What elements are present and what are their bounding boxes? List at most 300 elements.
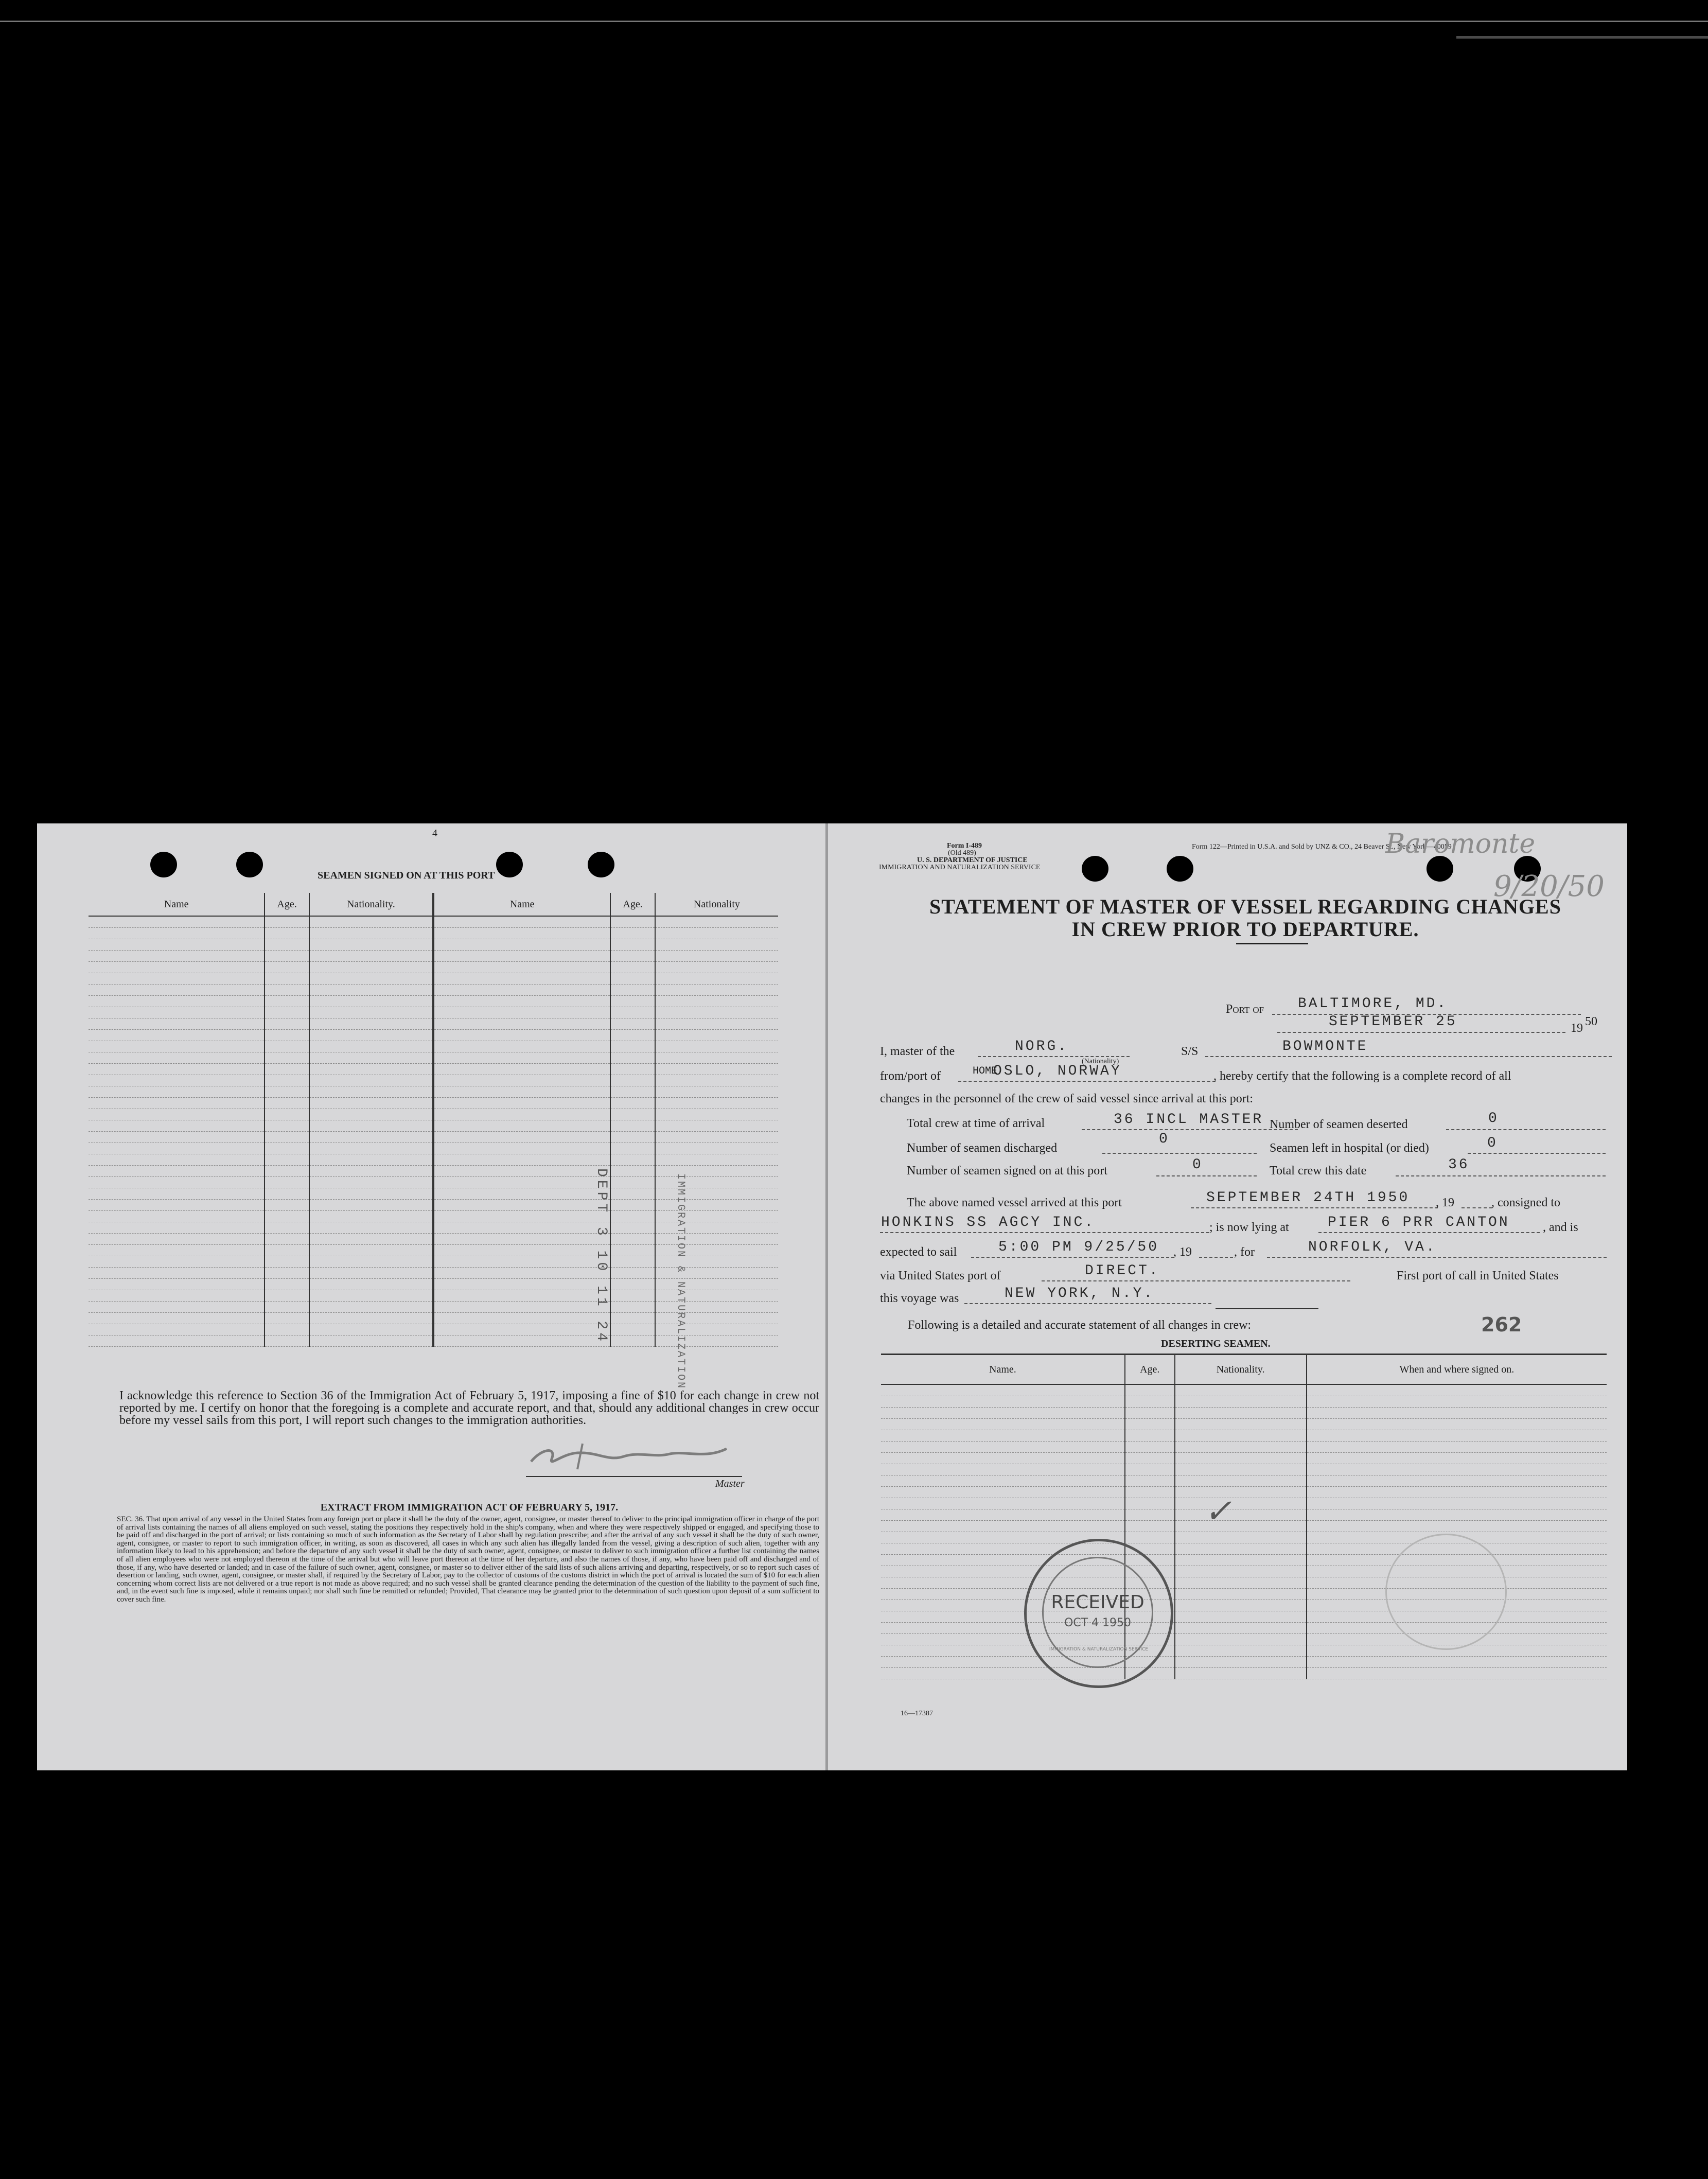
- table-cell: [89, 962, 265, 973]
- table-cell: [309, 1154, 433, 1166]
- table-row: [89, 1143, 778, 1154]
- table-row: [89, 939, 778, 951]
- table-cell: [655, 996, 778, 1007]
- arrived-label: The above named vessel arrived at this port: [907, 1196, 1122, 1209]
- expected-dotted-line: [971, 1257, 1174, 1258]
- table-cell: [89, 1177, 265, 1188]
- table-cell: [610, 1132, 655, 1143]
- table-cell: [309, 1143, 433, 1154]
- table-cell: [265, 928, 309, 939]
- table-cell: [89, 1018, 265, 1030]
- table-cell: [309, 1041, 433, 1052]
- table-cell: [655, 985, 778, 996]
- table-cell: [610, 1290, 655, 1302]
- table-row: [881, 1442, 1607, 1453]
- table-cell: [265, 1256, 309, 1268]
- col-nationality-2: Nationality: [655, 893, 778, 916]
- table-cell: [433, 1268, 610, 1279]
- acknowledgment-paragraph: I acknowledge this reference to Section 36 of the Immigration Act of February 5, 1917, imposing a fine of $10 for each change in crew not reported by me. I certify on honor that the foregoing is a complete and accurate report, and that, should any additional changes in crew occur before my vessel sails from this port, I will report such changes to the immigration authorities.: [119, 1389, 819, 1427]
- table-cell: [655, 1324, 778, 1335]
- table-cell: [433, 1132, 610, 1143]
- table-cell: [1175, 1487, 1307, 1498]
- table-cell: [1125, 1430, 1175, 1442]
- deserting-seamen-rows: [881, 1384, 1607, 1679]
- table-cell: [309, 1302, 433, 1313]
- department: U. S. DEPARTMENT OF JUSTICE: [917, 856, 1028, 864]
- number-262: 262: [1481, 1313, 1522, 1336]
- voyage-label: this voyage was: [880, 1292, 959, 1305]
- table-cell: [265, 1007, 309, 1018]
- table-cell: [309, 1018, 433, 1030]
- table-cell: [1307, 1521, 1607, 1532]
- for-value: NORFOLK, VA.: [1308, 1239, 1437, 1255]
- punch-hole-icon: [150, 852, 177, 877]
- table-cell: [1175, 1509, 1307, 1521]
- table-cell: [655, 1245, 778, 1256]
- table-row: [881, 1419, 1607, 1430]
- table-cell: [1307, 1657, 1607, 1668]
- table-cell: [89, 916, 265, 928]
- col-deserting-name: Name.: [881, 1355, 1125, 1385]
- expected-label: expected to sail: [880, 1245, 957, 1259]
- table-cell: [265, 1177, 309, 1188]
- table-cell: [655, 1109, 778, 1120]
- table-cell: [89, 1007, 265, 1018]
- for-label: , for: [1234, 1245, 1255, 1259]
- table-cell: [265, 1154, 309, 1166]
- table-cell: [309, 1211, 433, 1222]
- for-dotted-line: [1267, 1257, 1607, 1258]
- table-row: [881, 1623, 1607, 1634]
- table-cell: [309, 1075, 433, 1086]
- lying-dotted-line: [1318, 1232, 1540, 1233]
- table-cell: [610, 951, 655, 962]
- table-cell: [1125, 1408, 1175, 1419]
- table-cell: [309, 985, 433, 996]
- table-cell: [610, 1222, 655, 1234]
- col-nationality-1: Nationality.: [309, 893, 433, 916]
- date-value: SEPTEMBER 25: [1329, 1014, 1457, 1030]
- table-row: [89, 962, 778, 973]
- table-cell: [433, 1324, 610, 1335]
- table-row: [881, 1464, 1607, 1475]
- deserting-title: DESERTING SEAMEN.: [1161, 1338, 1271, 1349]
- from-port-value: OSLO, NORWAY: [993, 1063, 1122, 1079]
- table-row: [881, 1634, 1607, 1645]
- table-cell: [1307, 1430, 1607, 1442]
- table-cell: [265, 996, 309, 1007]
- table-cell: [1175, 1634, 1307, 1645]
- table-cell: [309, 1335, 433, 1347]
- table-cell: [610, 996, 655, 1007]
- table-cell: [610, 1109, 655, 1120]
- table-cell: [309, 1268, 433, 1279]
- total-crew-arrival-label: Total crew at time of arrival: [907, 1117, 1045, 1130]
- table-cell: [610, 1086, 655, 1098]
- table-cell: [610, 1154, 655, 1166]
- table-row: [89, 1086, 778, 1098]
- deserted-label: Number of seamen deserted: [1270, 1118, 1408, 1131]
- table-cell: [309, 1052, 433, 1064]
- lying-label: ; is now lying at: [1209, 1221, 1289, 1234]
- table-row: [881, 1475, 1607, 1487]
- table-cell: [433, 1098, 610, 1109]
- expected-value: 5:00 PM 9/25/50: [998, 1239, 1159, 1255]
- table-cell: [1125, 1532, 1175, 1543]
- table-cell: [265, 973, 309, 985]
- table-cell: [655, 916, 778, 928]
- table-cell: [610, 1245, 655, 1256]
- table-cell: [433, 951, 610, 962]
- received-stamp: [1024, 1539, 1173, 1688]
- table-cell: [881, 1464, 1125, 1475]
- table-cell: [265, 1234, 309, 1245]
- table-row: [89, 1120, 778, 1132]
- table-cell: [1175, 1566, 1307, 1577]
- table-cell: [655, 1086, 778, 1098]
- vessel-dotted-line: [1205, 1056, 1612, 1057]
- table-cell: [610, 928, 655, 939]
- table-cell: [655, 1200, 778, 1211]
- table-cell: [655, 1234, 778, 1245]
- table-row: [881, 1408, 1607, 1419]
- table-cell: [265, 1166, 309, 1177]
- table-cell: [433, 962, 610, 973]
- table-cell: [433, 1086, 610, 1098]
- table-cell: [1175, 1442, 1307, 1453]
- table-row: [881, 1453, 1607, 1464]
- table-cell: [655, 1177, 778, 1188]
- table-cell: [1125, 1464, 1175, 1475]
- table-row: [881, 1657, 1607, 1668]
- table-cell: [610, 1256, 655, 1268]
- table-cell: [610, 1268, 655, 1279]
- table-cell: [610, 1166, 655, 1177]
- table-cell: [433, 928, 610, 939]
- table-cell: [610, 1075, 655, 1086]
- table-cell: [89, 1211, 265, 1222]
- table-cell: [309, 1324, 433, 1335]
- table-cell: [655, 939, 778, 951]
- extract-text: SEC. 36. That upon arrival of any vessel in the United States from any foreign port or place it shall be the duty of the owner, agent, consignee, or master thereof to deliver to the principal immigration officer in charge of the port of arrival lists containing the names of all aliens employed on such vessel, stating the positions they respectively hold in the ship's company, when and where they were respectively shipped or engaged, and specifying those to be paid off and discharged in the port of arrival; or lists containing so much of such information as the Secretary of Labor shall by regulation prescribe; and after the arrival of any such vessel it shall be the duty of such owner, agent, consignee, or master to report to such immigration officer, in writing, as soon as discovered, all cases in which any such alien has illegally landed from the vessel, giving a description of such alien, together with any information likely to lead to his apprehension; and before the departure of any such vessel it shall be the duty of such owner, agent, consignee, or master to deliver to such immigration officer a further list containing the names of all alien employees who were not employed thereon at the time of the arrival but who will leave port thereon at the time of her departure, and also the names of those, if any, who have been paid off and discharged and of those, if any, who have deserted or landed; and in case of the failure of such owner, agent, consignee, or master so to deliver either of the said lists of such aliens arriving and departing, respectively, or so to report such cases of desertion or landing, such owner, agent, consignee, or master shall, if required by the Secretary of Labor, pay to the collector of customs of the customs district in which the port of arrival is located the sum of $10 for each alien concerning whom correct lists are not delivered or a true report is not made as above required; and no such vessel shall be granted clearance pending the determination of the question of the liability to the payment of such fine, and, in the event such fine is imposed, while it remains unpaid; nor shall such fine be remitted or refunded; Provided, That clearance may be granted prior to the determination of such question upon deposit of a sum sufficient to cover such fine.: [117, 1515, 819, 1604]
- table-cell: [89, 1324, 265, 1335]
- table-cell: [655, 1279, 778, 1290]
- table-cell: [265, 1335, 309, 1347]
- table-cell: [89, 1109, 265, 1120]
- form-footer: 16—17387: [901, 1710, 933, 1717]
- title-rule: [1236, 943, 1308, 944]
- table-cell: [433, 1335, 610, 1347]
- table-cell: [433, 1313, 610, 1324]
- table-cell: [309, 1313, 433, 1324]
- table-cell: [89, 1132, 265, 1143]
- table-cell: [309, 928, 433, 939]
- table-cell: [1307, 1668, 1607, 1679]
- film-edge-line: [0, 21, 1708, 22]
- punch-hole-icon: [496, 852, 523, 877]
- table-cell: [265, 1211, 309, 1222]
- table-cell: [1307, 1442, 1607, 1453]
- table-cell: [433, 1211, 610, 1222]
- table-cell: [433, 1290, 610, 1302]
- hospital-dotted-line: [1468, 1153, 1606, 1154]
- table-cell: [265, 1302, 309, 1313]
- discharged-label: Number of seamen discharged: [907, 1141, 1058, 1155]
- table-cell: [265, 1064, 309, 1075]
- table-cell: [610, 1200, 655, 1211]
- table-row: [89, 1109, 778, 1120]
- table-cell: [1175, 1453, 1307, 1464]
- table-row: [89, 985, 778, 996]
- table-cell: [1125, 1475, 1175, 1487]
- table-cell: [1175, 1419, 1307, 1430]
- table-row: [881, 1498, 1607, 1509]
- table-cell: [265, 1222, 309, 1234]
- table-cell: [1175, 1645, 1307, 1657]
- table-cell: [881, 1430, 1125, 1442]
- table-row: [881, 1487, 1607, 1498]
- table-row: [881, 1668, 1607, 1679]
- col-age-2: Age.: [610, 893, 655, 916]
- table-cell: [1307, 1498, 1607, 1509]
- table-cell: [1307, 1509, 1607, 1521]
- deserting-seamen-table: [881, 1354, 1607, 1679]
- table-cell: [433, 1188, 610, 1200]
- table-cell: [610, 1018, 655, 1030]
- table-cell: [433, 1075, 610, 1086]
- table-cell: [265, 1188, 309, 1200]
- via-value: DIRECT.: [1085, 1263, 1160, 1279]
- table-cell: [1175, 1657, 1307, 1668]
- signed-on-value: 0: [1192, 1157, 1203, 1173]
- signature-label: Master: [715, 1478, 745, 1489]
- voyage-value: NEW YORK, N.Y.: [1005, 1286, 1155, 1302]
- form-title: [870, 895, 1621, 941]
- table-cell: [309, 1166, 433, 1177]
- table-cell: [1125, 1384, 1175, 1396]
- table-cell: [881, 1384, 1125, 1396]
- total-crew-date-dotted-line: [1396, 1175, 1606, 1176]
- table-cell: [309, 1120, 433, 1132]
- table-cell: [1125, 1487, 1175, 1498]
- table-cell: [89, 1313, 265, 1324]
- table-cell: [1307, 1475, 1607, 1487]
- table-cell: [610, 1211, 655, 1222]
- table-cell: [1175, 1611, 1307, 1623]
- table-cell: [1175, 1464, 1307, 1475]
- table-cell: [655, 1188, 778, 1200]
- table-cell: [655, 1313, 778, 1324]
- table-cell: [610, 973, 655, 985]
- table-cell: [433, 1222, 610, 1234]
- table-cell: [610, 1098, 655, 1109]
- first-port-label: First port of call in United States: [1397, 1269, 1559, 1282]
- table-cell: [1307, 1453, 1607, 1464]
- table-cell: [265, 1030, 309, 1041]
- via-dotted-line: [1042, 1280, 1350, 1281]
- table-cell: [1307, 1408, 1607, 1419]
- table-cell: [309, 1007, 433, 1018]
- table-cell: [309, 1064, 433, 1075]
- table-cell: [309, 1086, 433, 1098]
- table-cell: [89, 1052, 265, 1064]
- punch-hole-icon: [588, 852, 614, 877]
- table-cell: [1175, 1668, 1307, 1679]
- form-title-line2: IN CREW PRIOR TO DEPARTURE.: [1071, 918, 1419, 941]
- deserted-dotted-line: [1446, 1129, 1606, 1130]
- table-cell: [610, 1143, 655, 1154]
- punch-hole-icon: [1167, 856, 1193, 882]
- table-cell: [1175, 1498, 1307, 1509]
- changes-text: changes in the personnel of the crew of said vessel since arrival at this port:: [880, 1092, 1254, 1105]
- table-cell: [1307, 1419, 1607, 1430]
- arrived-value: SEPTEMBER 24TH 1950: [1206, 1190, 1410, 1206]
- table-cell: [89, 1143, 265, 1154]
- table-cell: [1307, 1384, 1607, 1396]
- table-row: [881, 1430, 1607, 1442]
- table-cell: [89, 928, 265, 939]
- table-cell: [433, 1109, 610, 1120]
- faint-stamp: [1385, 1534, 1507, 1650]
- table-row: [89, 1064, 778, 1075]
- punch-hole-icon: [1427, 856, 1453, 882]
- table-cell: [309, 1245, 433, 1256]
- from-port-label: from/port of: [880, 1069, 941, 1083]
- printer-note: Form 122—Printed in U.S.A. and Sold by UNZ & CO., 24 Beaver St., New York—40059: [1192, 843, 1452, 851]
- form-id-1: Form I-489: [947, 842, 982, 850]
- nationality-value: NORG.: [1015, 1039, 1069, 1055]
- col-deserting-signed-on: When and where signed on.: [1307, 1355, 1607, 1385]
- table-cell: [655, 951, 778, 962]
- table-row: [89, 1098, 778, 1109]
- table-cell: [655, 1154, 778, 1166]
- table-cell: [265, 1086, 309, 1098]
- table-cell: [1175, 1521, 1307, 1532]
- table-cell: [309, 1222, 433, 1234]
- table-cell: [89, 1335, 265, 1347]
- table-cell: [309, 1256, 433, 1268]
- table-cell: [309, 1177, 433, 1188]
- table-cell: [610, 1030, 655, 1041]
- table-cell: [309, 1132, 433, 1143]
- table-row: [881, 1384, 1607, 1396]
- table-cell: [309, 1188, 433, 1200]
- table-cell: [89, 1268, 265, 1279]
- master-of-the-label: I, master of the: [880, 1045, 955, 1058]
- hospital-label: Seamen left in hospital (or died): [1270, 1141, 1429, 1155]
- table-cell: [610, 939, 655, 951]
- table-cell: [89, 1098, 265, 1109]
- table-cell: [1125, 1521, 1175, 1532]
- table-cell: [655, 1030, 778, 1041]
- table-cell: [265, 1245, 309, 1256]
- table-cell: [1125, 1419, 1175, 1430]
- table-row: [89, 1018, 778, 1030]
- table-cell: [89, 1222, 265, 1234]
- document-sheet: [37, 823, 1627, 1770]
- table-cell: [309, 939, 433, 951]
- table-cell: [89, 1086, 265, 1098]
- via-label: via United States port of: [880, 1269, 1001, 1282]
- table-cell: [881, 1498, 1125, 1509]
- table-cell: [881, 1509, 1125, 1521]
- table-cell: [881, 1521, 1125, 1532]
- total-crew-date-label: Total crew this date: [1270, 1164, 1367, 1178]
- table-cell: [433, 1200, 610, 1211]
- certify-text: , hereby certify that the following is a complete record of all: [1213, 1069, 1511, 1083]
- table-cell: [89, 1302, 265, 1313]
- table-row: [89, 1052, 778, 1064]
- table-cell: [433, 1279, 610, 1290]
- table-cell: [265, 962, 309, 973]
- stamp-text: RECEIVED: [1051, 1592, 1144, 1613]
- table-cell: [610, 916, 655, 928]
- total-crew-arrival-dotted-line: [1082, 1129, 1298, 1130]
- arrived-dotted-line: [1191, 1207, 1438, 1208]
- table-cell: [655, 1143, 778, 1154]
- table-cell: [1307, 1487, 1607, 1498]
- col-deserting-nationality: Nationality.: [1175, 1355, 1307, 1385]
- handwritten-date-note: 9/20/50: [1493, 870, 1605, 903]
- signed-on-label: Number of seamen signed on at this port: [907, 1164, 1107, 1178]
- film-edge-strip: [1456, 36, 1708, 39]
- table-row: [881, 1645, 1607, 1657]
- date-dotted-line: [1277, 1032, 1565, 1033]
- table-cell: [1175, 1430, 1307, 1442]
- table-cell: [265, 1018, 309, 1030]
- total-crew-date-value: 36: [1448, 1157, 1470, 1173]
- port-value: BALTIMORE, MD.: [1298, 996, 1448, 1012]
- table-cell: [1125, 1509, 1175, 1521]
- table-cell: [433, 996, 610, 1007]
- table-cell: [610, 962, 655, 973]
- table-row: [89, 916, 778, 928]
- consignee-value: HONKINS SS AGCY INC.: [881, 1215, 1096, 1231]
- punch-hole-icon: [1082, 856, 1108, 882]
- table-cell: [309, 1290, 433, 1302]
- table-cell: [309, 1200, 433, 1211]
- table-cell: [655, 1018, 778, 1030]
- table-cell: [89, 1279, 265, 1290]
- form-title-line1: STATEMENT OF MASTER OF VESSEL REGARDING CHANGES: [929, 895, 1561, 918]
- table-cell: [265, 1324, 309, 1335]
- table-row: [89, 1041, 778, 1052]
- discharged-dotted-line: [1102, 1153, 1257, 1154]
- from-port-dotted-line: [958, 1081, 1216, 1082]
- stamp-date: OCT 4 1950: [1064, 1616, 1132, 1629]
- col-name-2: Name: [433, 893, 610, 916]
- handwritten-initials: ✓: [1204, 1492, 1232, 1531]
- table-cell: [1125, 1453, 1175, 1464]
- table-cell: [881, 1396, 1125, 1408]
- table-cell: [1175, 1543, 1307, 1555]
- table-cell: [610, 1335, 655, 1347]
- table-cell: [610, 1234, 655, 1245]
- table-cell: [433, 1018, 610, 1030]
- table-cell: [433, 916, 610, 928]
- table-row: [89, 1030, 778, 1041]
- table-cell: [655, 1290, 778, 1302]
- deserted-value: 0: [1488, 1111, 1499, 1127]
- table-cell: [265, 1200, 309, 1211]
- expected-year-dotted-line: [1199, 1257, 1233, 1258]
- table-cell: [433, 1177, 610, 1188]
- table-cell: [309, 962, 433, 973]
- table-cell: [655, 1098, 778, 1109]
- table-cell: [265, 985, 309, 996]
- table-cell: [610, 1177, 655, 1188]
- table-cell: [89, 1234, 265, 1245]
